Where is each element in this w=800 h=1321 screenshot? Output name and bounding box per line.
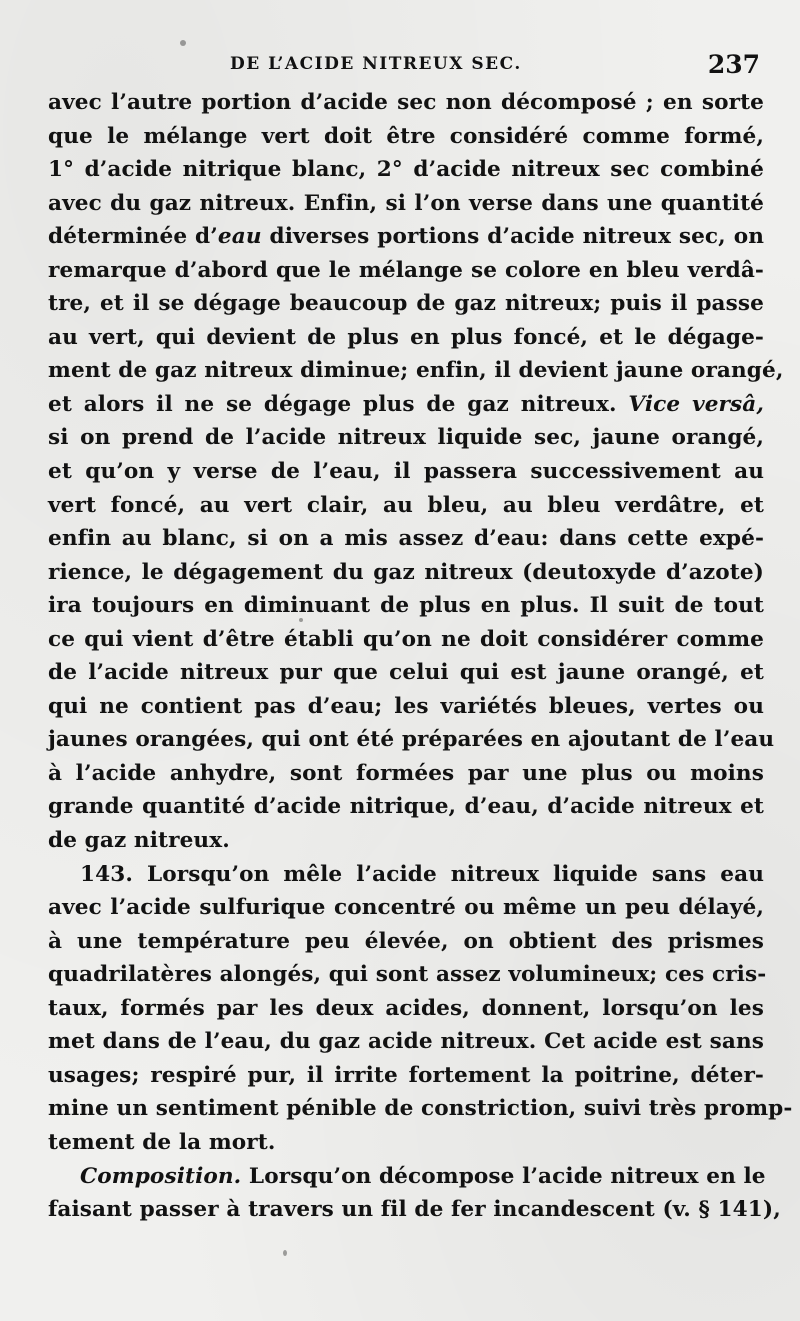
ink-speck	[283, 1250, 287, 1256]
text-line: quadrilatères alongés, qui sont assez volumineux; ces cris-	[48, 962, 767, 988]
running-head	[60, 50, 760, 90]
text-line: rience, le dégagement du gaz nitreux (deutoxyde d’azote)	[48, 559, 764, 585]
text-line: de gaz nitreux.	[48, 828, 230, 854]
text-fragment: Lorsqu’on décompose l’acide nitreux en le	[241, 1163, 766, 1189]
text-fragment: et alors il ne se dégage plus de gaz nitreux.	[48, 391, 617, 417]
text-line: ce qui vient d’être établi qu’on ne doit considérer comme	[48, 626, 764, 652]
text-line: à l’acide anhydre, sont formées par une plus ou moins	[48, 760, 764, 786]
italic-heading: Composition.	[80, 1163, 242, 1189]
text-line: et qu’on y verse de l’eau, il passera successivement au	[48, 459, 764, 485]
ink-speck	[299, 618, 303, 622]
body-text	[48, 86, 793, 1227]
text-line: avec du gaz nitreux. Enfin, si l’on verse dans une quantité	[48, 190, 764, 216]
text-line: tement de la mort.	[48, 1129, 276, 1155]
text-line: ira toujours en diminuant de plus en plus. Il suit de tout	[48, 593, 764, 619]
paragraph-start-line: 143. Lorsqu’on mêle l’acide nitreux liquide sans eau	[80, 861, 764, 887]
text-line: remarque d’abord que le mélange se colore en bleu verdâ-	[48, 257, 764, 283]
text-fragment: diverses portions d’acide nitreux sec, on	[261, 224, 765, 250]
text-fragment: déterminée d’	[48, 224, 218, 250]
running-title: DE L’ACIDE NITREUX SEC.	[230, 54, 522, 74]
text-line: mine un sentiment pénible de constriction, suivi très promp-	[48, 1096, 793, 1122]
text-line: si on prend de l’acide nitreux liquide sec, jaune orangé,	[48, 425, 764, 451]
italic-phrase: Vice versâ,	[628, 391, 764, 417]
page-number: 237	[707, 50, 760, 79]
text-line: avec l’acide sulfurique concentré ou même un peu délayé,	[48, 895, 764, 921]
text-line: à une température peu élevée, on obtient des prismes	[48, 928, 764, 954]
text-line: vert foncé, au vert clair, au bleu, au bleu verdâtre, et	[48, 492, 764, 518]
text-line: que le mélange vert doit être considéré comme formé,	[48, 123, 764, 149]
text-line: 1° d’acide nitrique blanc, 2° d’acide nitreux sec combiné	[48, 157, 764, 183]
ink-speck	[180, 40, 186, 46]
text-line: taux, formés par les deux acides, donnent, lorsqu’on les	[48, 995, 764, 1021]
text-line: ment de gaz nitreux diminue; enfin, il devient jaune orangé,	[48, 358, 784, 384]
text-line: met dans de l’eau, du gaz acide nitreux. Cet acide est sans	[48, 1029, 764, 1055]
text-line: qui ne contient pas d’eau; les variétés bleues, vertes ou	[48, 693, 764, 719]
text-line	[48, 220, 764, 254]
text-line: de l’acide nitreux pur que celui qui est jaune orangé, et	[48, 660, 764, 686]
text-line: avec l’autre portion d’acide sec non décomposé ; en sorte	[48, 90, 764, 115]
text-line	[48, 388, 764, 422]
text-line: enfin au blanc, si on a mis assez d’eau: dans cette expé-	[48, 526, 764, 552]
text-line: usages; respiré pur, il irrite fortement la poitrine, déter-	[48, 1062, 764, 1088]
paragraph-start-line	[48, 1160, 764, 1194]
text-line: au vert, qui devient de plus en plus foncé, et le dégage-	[48, 324, 764, 350]
text-line: grande quantité d’acide nitrique, d’eau, d’acide nitreux et	[48, 794, 764, 820]
text-line: jaunes orangées, qui ont été préparées en ajoutant de l’eau	[48, 727, 775, 753]
text-line: faisant passer à travers un fil de fer incandescent (v. § 141),	[48, 1197, 781, 1223]
text-line: tre, et il se dégage beaucoup de gaz nitreux; puis il passe	[48, 291, 764, 317]
italic-word: eau	[217, 224, 262, 250]
